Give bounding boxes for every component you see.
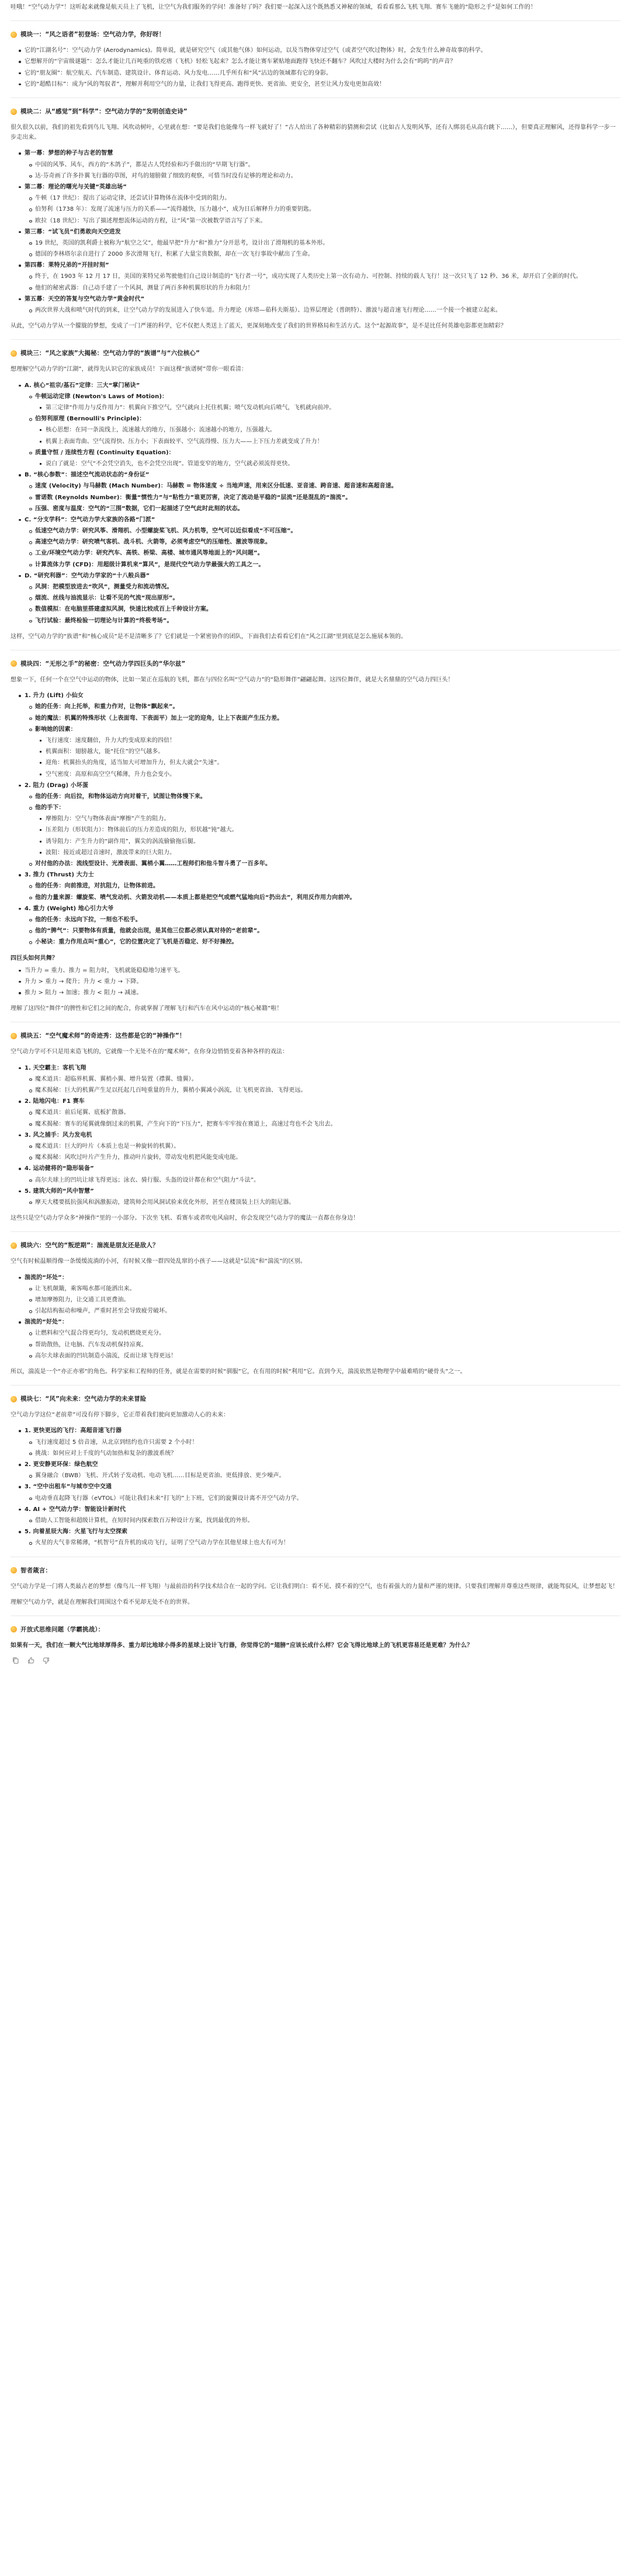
module-heading	[11, 1240, 620, 1251]
orange-circle-icon	[11, 1396, 17, 1402]
list-item-title: 他的力量来源：螺旋桨、喷气发动机、火箭发动机——本质上都是把空气或燃气猛地向后“扔出去”，利用反作用力向前冲。	[29, 893, 620, 903]
bullet-list	[19, 881, 620, 902]
list-item: 波阻：接近或超过音速时，激波带来的巨大阻力。	[40, 848, 620, 858]
list-item-title: 质量守恒 / 连续性方程 (Continuity Equation)：	[29, 448, 620, 458]
list-item-title: 5. 建筑大师的“风中智慧”	[19, 1186, 620, 1196]
bullet-list	[19, 582, 620, 626]
response-content	[11, 2, 620, 1651]
list-item: 压差阻力（形状阻力）：物体前后的压力差造成的阻力，形状越“钝”越大。	[40, 825, 620, 835]
list-item: 它的“江湖名号”：空气动力学 (Aerodynamics)。简单说，就是研究空气（或其他气体）如何运动，以及当物体穿过空气（或者空气吹过物体）时，会发生什么神奇故事的科学。	[19, 46, 620, 55]
module-heading	[11, 1031, 620, 1041]
intro-paragraph: 哇哦！“空气动力学”！这听起来就像是航天员上了飞机，让空气为我们服务的学问！准备好了吗？我们要一起深入这个既熟悉又神秘的领域，看看看那么飞机飞翔、赛车飞驰的“隐形之手”是如何工作的！	[11, 4, 536, 11]
list-item-title: 2. 陆地闪电：F1 赛车	[19, 1096, 620, 1106]
orange-circle-icon	[11, 660, 17, 667]
module-title: 模块六：空气的“叛逆期”：湍流是朋友还是敌人？	[20, 1242, 159, 1249]
bullet-list	[19, 702, 620, 779]
list-item-title: 工业/环境空气动力学：研究汽车、高铁、桥梁、高楼、城市通风等地面上的“风问题”。	[29, 548, 620, 558]
list-item: 魔术道具：超临界机翼、翼梢小翼、增升装置（襟翼、缝翼）。	[29, 1074, 620, 1084]
paragraph: 理解了这四位“舞伴”的脾性和它们之间的配合，你就掌握了理解飞行和汽车在风中运动的“核心秘籍”啦！	[11, 1005, 283, 1012]
list-item: 电动垂直起降飞行器（eVTOL）可能让我们未来“打飞的”上下班，它们的旋翼设计离不开空气动力学。	[29, 1494, 620, 1503]
list-item: 空气密度：高原和高空空气稀薄，升力也会变小。	[40, 770, 620, 779]
list-item-title: 5. 向着星辰大海：火星飞行与太空探索	[19, 1527, 620, 1537]
list-item: 魔术道具：巨大的叶片（本质上也是一种旋转的机翼）。	[29, 1141, 620, 1151]
list-item-title: 高速空气动力学：研究喷气客机、战斗机、火箭等，必须考虑空气的压缩性、激波等现象。	[29, 537, 620, 547]
list-item: 引起结构振动和噪声，严重时甚至会导致疲劳破坏。	[29, 1306, 620, 1316]
paragraph: 所以，湍流是一个“亦正亦邪”的角色。科学家和工程师的任务，就是在需要的时候“驯服”它，在有用的时候“利用”它。直到今天，湍流依然是物理学中最难啃的“硬骨头”之一。	[11, 1369, 466, 1376]
bullet-list	[19, 1175, 620, 1185]
list-item: 升力 > 重力 → 爬升；升力 < 重力 → 下降。	[19, 977, 620, 987]
dance-heading: 四巨头如何共舞？	[11, 955, 58, 962]
section-divider	[11, 339, 620, 340]
list-item-title: 影响她的因素：	[29, 725, 620, 734]
list-item: 魔术揭秘：巨大的机翼产生足以托起几百吨重量的升力，翼梢小翼减小涡流，让飞机更省油、飞得更远。	[29, 1085, 620, 1095]
list-item-title: 4. AI + 空气动力学：智能设计新时代	[19, 1505, 620, 1515]
paragraph: 想理解空气动力学的“江湖”，就得先认识它的家族成员！下面这棵“族谱树”带你一眼看清：	[11, 366, 247, 373]
paragraph: 空气有时候温顺得像一条缓缓流淌的小河，有时候又像一群四处乱窜的小孩子——这就是“层流”和“湍流”的区别。	[11, 1258, 306, 1265]
list-item: 欧拉（18 世纪）：写出了描述理想流体运动的方程，让“风”第一次被数学语言写了下来。	[29, 216, 620, 226]
list-item-title: 第一幕：梦想的种子与古老的智慧	[19, 148, 620, 158]
list-item-title: 飞行试验：最终检验一切理论与计算的“终极考场”。	[29, 616, 620, 626]
question-text: 如果有一天，我们在一颗大气比地球厚得多、重力却比地球小得多的星球上设计飞行器，你觉得它的“翅膀”应该长成什么样？它会飞得比地球上的飞机更容易还是更难？为什么？	[11, 1642, 473, 1649]
list-item: 摩天大楼要抵抗强风和涡激振动，建筑师会用风洞试验来优化外形，甚至在楼顶装上巨大的阻尼器。	[29, 1198, 620, 1207]
list-item: 德国的李林塔尔亲自进行了 2000 多次滑翔飞行，积累了大量宝贵数据，却在一次飞行事故中献出了生命。	[29, 249, 620, 259]
module-title: 智者箴言：	[20, 1567, 51, 1574]
paragraph: 这些只是空气动力学众多“神操作”里的一小部分。下次坐飞机、看赛车或者吹电风扇时，你会发现空气动力学的魔法一直都在你身边！	[11, 1215, 359, 1222]
module-title: 模块二：从“感觉”到“科学”：空气动力学的“发明创造史诗”	[20, 107, 188, 115]
list-item: 它想解开的“宇宙级谜题”：怎么才能让几百吨重的铁疙瘩（飞机）轻松飞起来？怎么才能让赛车紧贴地面跑得飞快还不翻车？风吹过大楼时为什么会有“呜呜”的声音？	[19, 57, 620, 67]
list-item: 他们的秘密武器：自己动手建了一个风洞，测量了两百多种机翼形状的升力和阻力！	[29, 283, 620, 293]
orange-circle-icon	[11, 109, 17, 115]
list-item-title: 第三幕：“试飞员”们勇敢向天空进发	[19, 227, 620, 237]
list-item: 让飞机颠簸，乘客喝水都可能洒出来。	[29, 1284, 620, 1294]
orange-circle-icon	[11, 1567, 17, 1574]
list-item: 摩擦阻力：空气与物体表面“摩擦”产生的阻力。	[40, 814, 620, 824]
list-item: 两次世界大战和喷气时代的到来，让空气动力学的发展进入了快车道。升力理论（库塔—茹科夫斯基）、边界层理论（普朗特）、激波与超音速飞行理论……一个接一个被建立起来。	[29, 305, 620, 315]
bullet-list	[11, 148, 620, 315]
list-item-title: 速度 (Velocity) 与马赫数 (Mach Number)：马赫数 = 物体速度 ÷ 当地声速，用来区分低速、亚音速、跨音速、超音速和高超音速。	[29, 481, 620, 491]
list-item: 中国的风筝、风车，西方的“木鸽子”，都是古人凭经验和巧手做出的“早期飞行器”。	[29, 160, 620, 170]
list-item-title: 压强、密度与温度：空气的“三围”数据，它们一起描述了空气此时此刻的状态。	[29, 504, 620, 514]
list-item-title: 2. 更安静更环保：绿色航空	[19, 1460, 620, 1470]
list-item-title: 计算流体力学 (CFD)：用超级计算机来“算风”，是现代空气动力学最强大的工具之一。	[29, 560, 620, 570]
list-item: 迎角：机翼抬头的角度，适当加大可增加升力，但太大就会“失速”。	[40, 758, 620, 768]
module-title: 模块七：“风”向未来：空气动力学的未来冒险	[20, 1395, 147, 1403]
paragraph: 空气动力学可不只是用来造飞机的，它就像一个无处不在的“魔术师”，在你身边悄悄变着各种各样的戏法：	[11, 1049, 289, 1056]
section-divider	[11, 20, 620, 21]
list-item: 帮助散热，让电脑、汽车发动机保持凉爽。	[29, 1340, 620, 1350]
summary-text: 空气动力学是一门将人类最古老的梦想（像鸟儿一样飞翔）与最前沿的科学技术结合在一起的学问。它让我们明白：看不见、摸不着的空气，也有着强大的力量和严谨的规律。只要我们理解并尊重这些规律，就能驾驭风，让梦想起飞！	[11, 1583, 619, 1590]
bullet-list	[19, 403, 620, 413]
summary-heading	[11, 1565, 620, 1576]
bullet-list	[19, 1074, 620, 1095]
list-item-title: 第五幕：天空的答复与空气动力学“黄金时代”	[19, 294, 620, 304]
bullet-list	[19, 915, 620, 948]
list-item: 核心思想：在同一条流线上，流速越大的地方，压强越小；流速越小的地方，压强越大。	[40, 425, 620, 435]
list-item: 伯努利（1738 年）：发现了流速与压力的关系——“流得越快，压力越小”，成为日后解释升力的重要钥匙。	[29, 204, 620, 214]
list-item-title: 她的魔法：机翼的特殊形状（上表面弯、下表面平）加上一定的迎角，让上下表面产生压力差。	[29, 713, 620, 723]
list-item-title: 烟流、丝线与油流显示：让看不见的气流“现出原形”。	[29, 593, 620, 603]
list-item: 借助人工智能和超级计算机，在短时间内探索数百万种设计方案，找到最优的外形。	[29, 1516, 620, 1526]
orange-circle-icon	[11, 350, 17, 357]
list-item-title: 他的手下：	[29, 803, 620, 813]
bullet-list	[11, 1273, 620, 1362]
list-item-title: 小秘诀：重力作用点叫“重心”，它的位置决定了飞机是否稳定、好不好操控。	[29, 937, 620, 947]
list-item-title: C. “分支学科”：空气动力学大家族的各路“门派”	[19, 515, 620, 525]
list-item: 增加摩擦阻力，让交通工具更费油。	[29, 1295, 620, 1305]
list-item-title: 他的任务：向前推进，对抗阻力，让物体前进。	[29, 881, 620, 891]
bullet-list	[19, 526, 620, 570]
bullet-list	[19, 305, 620, 315]
list-item-title: 2. 阻力 (Drag) 小坏蛋	[19, 781, 620, 791]
list-item-title: 3. 风之捕手：风力发电机	[19, 1130, 620, 1140]
paragraph: 想象一下，任何一个在空气中运动的物体，比如一架正在巡航的飞机，都在与四位名叫“空气动力”的“隐形舞伴”翩翩起舞。这四位舞伴，就是大名鼎鼎的空气动力四巨头！	[11, 677, 454, 683]
paragraph: 这样，空气动力学的“族谱”和“核心成员”是不是清晰多了？它们就是一个紧密协作的团队，下面我们去看看它们在“风之江湖”里到底是怎么施展本领的。	[11, 633, 407, 640]
list-item: 当升力 = 重力、推力 = 阻力时，飞机就能稳稳地匀速平飞。	[19, 966, 620, 976]
conclusion-paragraph: 理解空气动力学，就是在理解我们周围这个看不见却无处不在的世界。	[11, 1599, 194, 1606]
list-item-title: 3. 推力 (Thrust) 大力士	[19, 870, 620, 880]
list-item: 推力 > 阻力 → 加速；推力 < 阻力 → 减速。	[19, 988, 620, 998]
thumbs-down-icon[interactable]	[42, 1656, 50, 1665]
list-item: 第三定律“作用力与反作用力”：机翼向下推空气，空气就向上托住机翼；喷气发动机向后喷气，飞机就向前冲。	[40, 403, 620, 413]
orange-circle-icon	[11, 1626, 17, 1632]
bullet-list	[11, 966, 620, 998]
list-item-title: 1. 更快更远的飞行：高超音速飞行器	[19, 1426, 620, 1436]
list-item: 魔术揭秘：风吹过叶片产生升力，推动叶片旋转，带动发电机把风能变成电能。	[29, 1153, 620, 1162]
list-item: 终于，在 1903 年 12 月 17 日，美国的莱特兄弟驾驶他们自己设计制造的“飞行者一号”，成功实现了人类历史上第一次有动力、可控制、持续的载人飞行！这一次只飞了 12 秒、36 米，却开启了全新的时代。	[29, 271, 620, 281]
bullet-list	[11, 1063, 620, 1207]
bullet-list	[19, 271, 620, 293]
list-item-title: 4. 重力 (Weight) 地心引力大爷	[19, 904, 620, 914]
orange-circle-icon	[11, 1242, 17, 1249]
list-item: 达·芬奇画了许多扑翼飞行器的草图，对鸟的翅膀做了细致的观察，可惜当时没有足够的理论和动力。	[29, 171, 620, 181]
module-title: 开放式思维问题（学霸挑战）：	[20, 1625, 105, 1633]
bullet-list	[19, 193, 620, 226]
list-item: 牛顿（17 世纪）：提出了运动定律，还尝试计算物体在流体中受到的阻力。	[29, 193, 620, 203]
list-item: 机翼上表面弯曲、空气流得快、压力小；下表面较平、空气流得慢、压力大——上下压力差就变成了升力！	[40, 437, 620, 447]
paragraph: 空气动力学这位“老前辈”可没有停下脚步，它正带着我们驶向更加激动人心的未来：	[11, 1412, 230, 1419]
module-title: 模块三：“风之家族”大揭秘：空气动力学的“族谱”与“六位核心”	[20, 350, 200, 357]
orange-circle-icon	[11, 32, 17, 38]
bullet-list	[11, 381, 620, 626]
list-item: 高尔夫球表面的凹坑制造小湍流，反而让球飞得更远！	[29, 1351, 620, 1361]
module-heading	[11, 29, 620, 40]
list-item: 它的“朋友圈”：航空航天、汽车制造、建筑设计、体育运动、风力发电……几乎所有和“风”沾边的领域都有它的身影。	[19, 68, 620, 78]
list-item-title: 伯努利原理 (Bernoulli's Principle)：	[29, 414, 620, 424]
bullet-list	[19, 1108, 620, 1129]
list-item: 诱导阻力：产生升力的“副作用”，翼尖的涡流偷偷拖后腿。	[40, 837, 620, 847]
list-item-title: 4. 运动健将的“隐形装备”	[19, 1164, 620, 1174]
list-item-title: 雷诺数 (Reynolds Number)：衡量“惯性力”与“粘性力”谁更厉害，决定了流动是平稳的“层流”还是混乱的“湍流”。	[29, 493, 620, 503]
list-item-title: 数值模拟：在电脑里搭建虚拟风洞，快速比较成百上千种设计方案。	[29, 604, 620, 614]
section-divider	[11, 1385, 620, 1386]
bullet-list	[19, 1198, 620, 1207]
list-item: 飞行速度：速度翻倍，升力大约变成原来的四倍！	[40, 736, 620, 746]
list-item: 翼身融合（BWB）飞机、开式转子发动机、电动飞机……目标是更省油、更低排放、更少噪声。	[29, 1471, 620, 1481]
bullet-list	[11, 1426, 620, 1548]
bullet-list	[19, 238, 620, 259]
list-item-title: 3. “空中出租车”与城市空中交通	[19, 1482, 620, 1492]
question-heading	[11, 1624, 620, 1635]
paragraph: 从此，空气动力学从一个朦胧的梦想，变成了一门严谨的科学，它不仅把人类送上了蓝天，更深刻地改变了我们的世界格局和生活方式。这个“起源故事”，是不是比任何英雄电影都更加精彩？	[11, 323, 507, 330]
thumbs-up-icon[interactable]	[27, 1656, 35, 1665]
bullet-list	[19, 792, 620, 869]
module-title: 模块五：“空气魔术师”的奇迹秀：这些都是它的“神操作”！	[20, 1032, 186, 1040]
copy-icon[interactable]	[12, 1656, 20, 1665]
list-item-title: B. “核心参数”：描述空气流动状态的“身份证”	[19, 470, 620, 480]
bullet-list	[19, 425, 620, 446]
bullet-list	[19, 814, 620, 858]
list-item-title: 风洞：把模型放进去“吹风”，测量受力和流动情况。	[29, 582, 620, 592]
module-heading	[11, 659, 620, 669]
module-heading	[11, 106, 620, 117]
bullet-list	[19, 1516, 620, 1526]
list-item-title: D. “研究利器”：空气动力学家的“十八般兵器”	[19, 571, 620, 581]
list-item: 机翼面积：翅膀越大，能“托住”的空气越多。	[40, 747, 620, 757]
bullet-list	[19, 1284, 620, 1317]
bullet-list	[11, 691, 620, 947]
list-item-title: 牛顿运动定律 (Newton's Laws of Motion)：	[29, 392, 620, 402]
bullet-list	[19, 481, 620, 514]
list-item-title: A. 核心“祖宗/基石”定律：三大“掌门秘诀”	[19, 381, 620, 391]
list-item: 19 世纪，英国的凯利爵士被称为“航空之父”，他最早把“升力”和“推力”分开思考，设计出了滑翔机的基本外形。	[29, 238, 620, 248]
list-item: 魔术道具：前后尾翼、底板扩散器。	[29, 1108, 620, 1118]
bullet-list	[19, 1141, 620, 1162]
list-item-title: 1. 升力 (Lift) 小仙女	[19, 691, 620, 701]
bullet-list	[19, 736, 620, 779]
response-actions	[11, 1656, 620, 1665]
list-item-title: 她的任务：向上托举，和重力作对，让物体“飘起来”。	[29, 702, 620, 712]
section-divider	[11, 1231, 620, 1232]
list-item: 高尔夫球上的凹坑让球飞得更远；泳衣、骑行服、头盔的设计都在和空气阻力“斗法”。	[29, 1175, 620, 1185]
bullet-list	[19, 1538, 620, 1548]
list-item-title: 低速空气动力学：研究风筝、滑翔机、小型螺旋桨飞机、风力机等，空气可以近似看成“不可压缩”。	[29, 526, 620, 536]
list-item: 它的“超酷目标”：成为“风的驾驭者”，理解并利用空气的力量，让我们飞得更高、跑得更快、更省油、更安全，甚至让风力发电更加高效！	[19, 79, 620, 89]
list-item: 说白了就是：空气“不会凭空消失，也不会凭空出现”。管道变窄的地方，空气就必须流得更快。	[40, 459, 620, 469]
bullet-list	[19, 1471, 620, 1481]
bullet-list	[19, 459, 620, 469]
module-heading	[11, 348, 620, 358]
module-title: 模块一：“风之语者”初登场：空气动力学，你好呀！	[20, 31, 165, 39]
bullet-list	[19, 1328, 620, 1361]
bullet-list	[19, 1437, 620, 1458]
bullet-list	[19, 160, 620, 181]
bullet-list	[19, 1494, 620, 1503]
list-item-title: 1. 天空霸主：客机飞翔	[19, 1063, 620, 1073]
list-item: 火星的大气非常稀薄，“机智号”直升机的成功飞行，证明了空气动力学在其他星球上也大有可为！	[29, 1538, 620, 1548]
list-item-title: 湍流的“坏处”：	[19, 1273, 620, 1283]
list-item-title: 对付他的办法：流线型设计、光滑表面、翼梢小翼……工程师们和他斗智斗勇了一百多年。	[29, 859, 620, 869]
list-item: 飞行速度超过 5 倍音速，从北京到纽约也许只需要 2 个小时！	[29, 1437, 620, 1447]
list-item-title: 第四幕：莱特兄弟的“开挂时刻”	[19, 260, 620, 270]
list-item: 让燃料和空气混合得更均匀，发动机燃烧更充分。	[29, 1328, 620, 1338]
list-item-title: 他的任务：向后拉，和物体运动方向对着干，试图让物体慢下来。	[29, 792, 620, 802]
orange-circle-icon	[11, 1033, 17, 1039]
paragraph: 很久很久以前，我们的祖先看到鸟儿飞翔、风吹动树叶，心里就在想：“要是我们也能像鸟一样飞就好了！”古人给出了各种精彩的猜测和尝试（比如古人发明风筝，还有人绑羽毛从高台跳下……），但要真正理解风，还得靠科学一步一步走出来。	[11, 124, 616, 141]
bullet-list	[19, 392, 620, 469]
list-item: 挑战：如何应对上千度的气动加热和复杂的激波系统？	[29, 1449, 620, 1458]
module-heading	[11, 1394, 620, 1404]
list-item: 魔术揭秘：赛车的尾翼就像倒过来的机翼，产生向下的“下压力”，把赛车牢牢按在赛道上，高速过弯也不会飞出去。	[29, 1119, 620, 1129]
list-item-title: 第二幕：理论的曙光与关键“英雄出场”	[19, 182, 620, 192]
bullet-list	[11, 46, 620, 89]
list-item-title: 他的“脾气”：只要物体有质量，他就会出现，是其他三位都必须认真对待的“老前辈”。	[29, 926, 620, 936]
list-item-title: 他的任务：永远向下拉，一刻也不松手。	[29, 915, 620, 925]
module-title: 模块四：“无形之手”的秘密：空气动力学四巨头的“华尔兹”	[20, 660, 186, 667]
list-item-title: 湍流的“好处”：	[19, 1317, 620, 1327]
